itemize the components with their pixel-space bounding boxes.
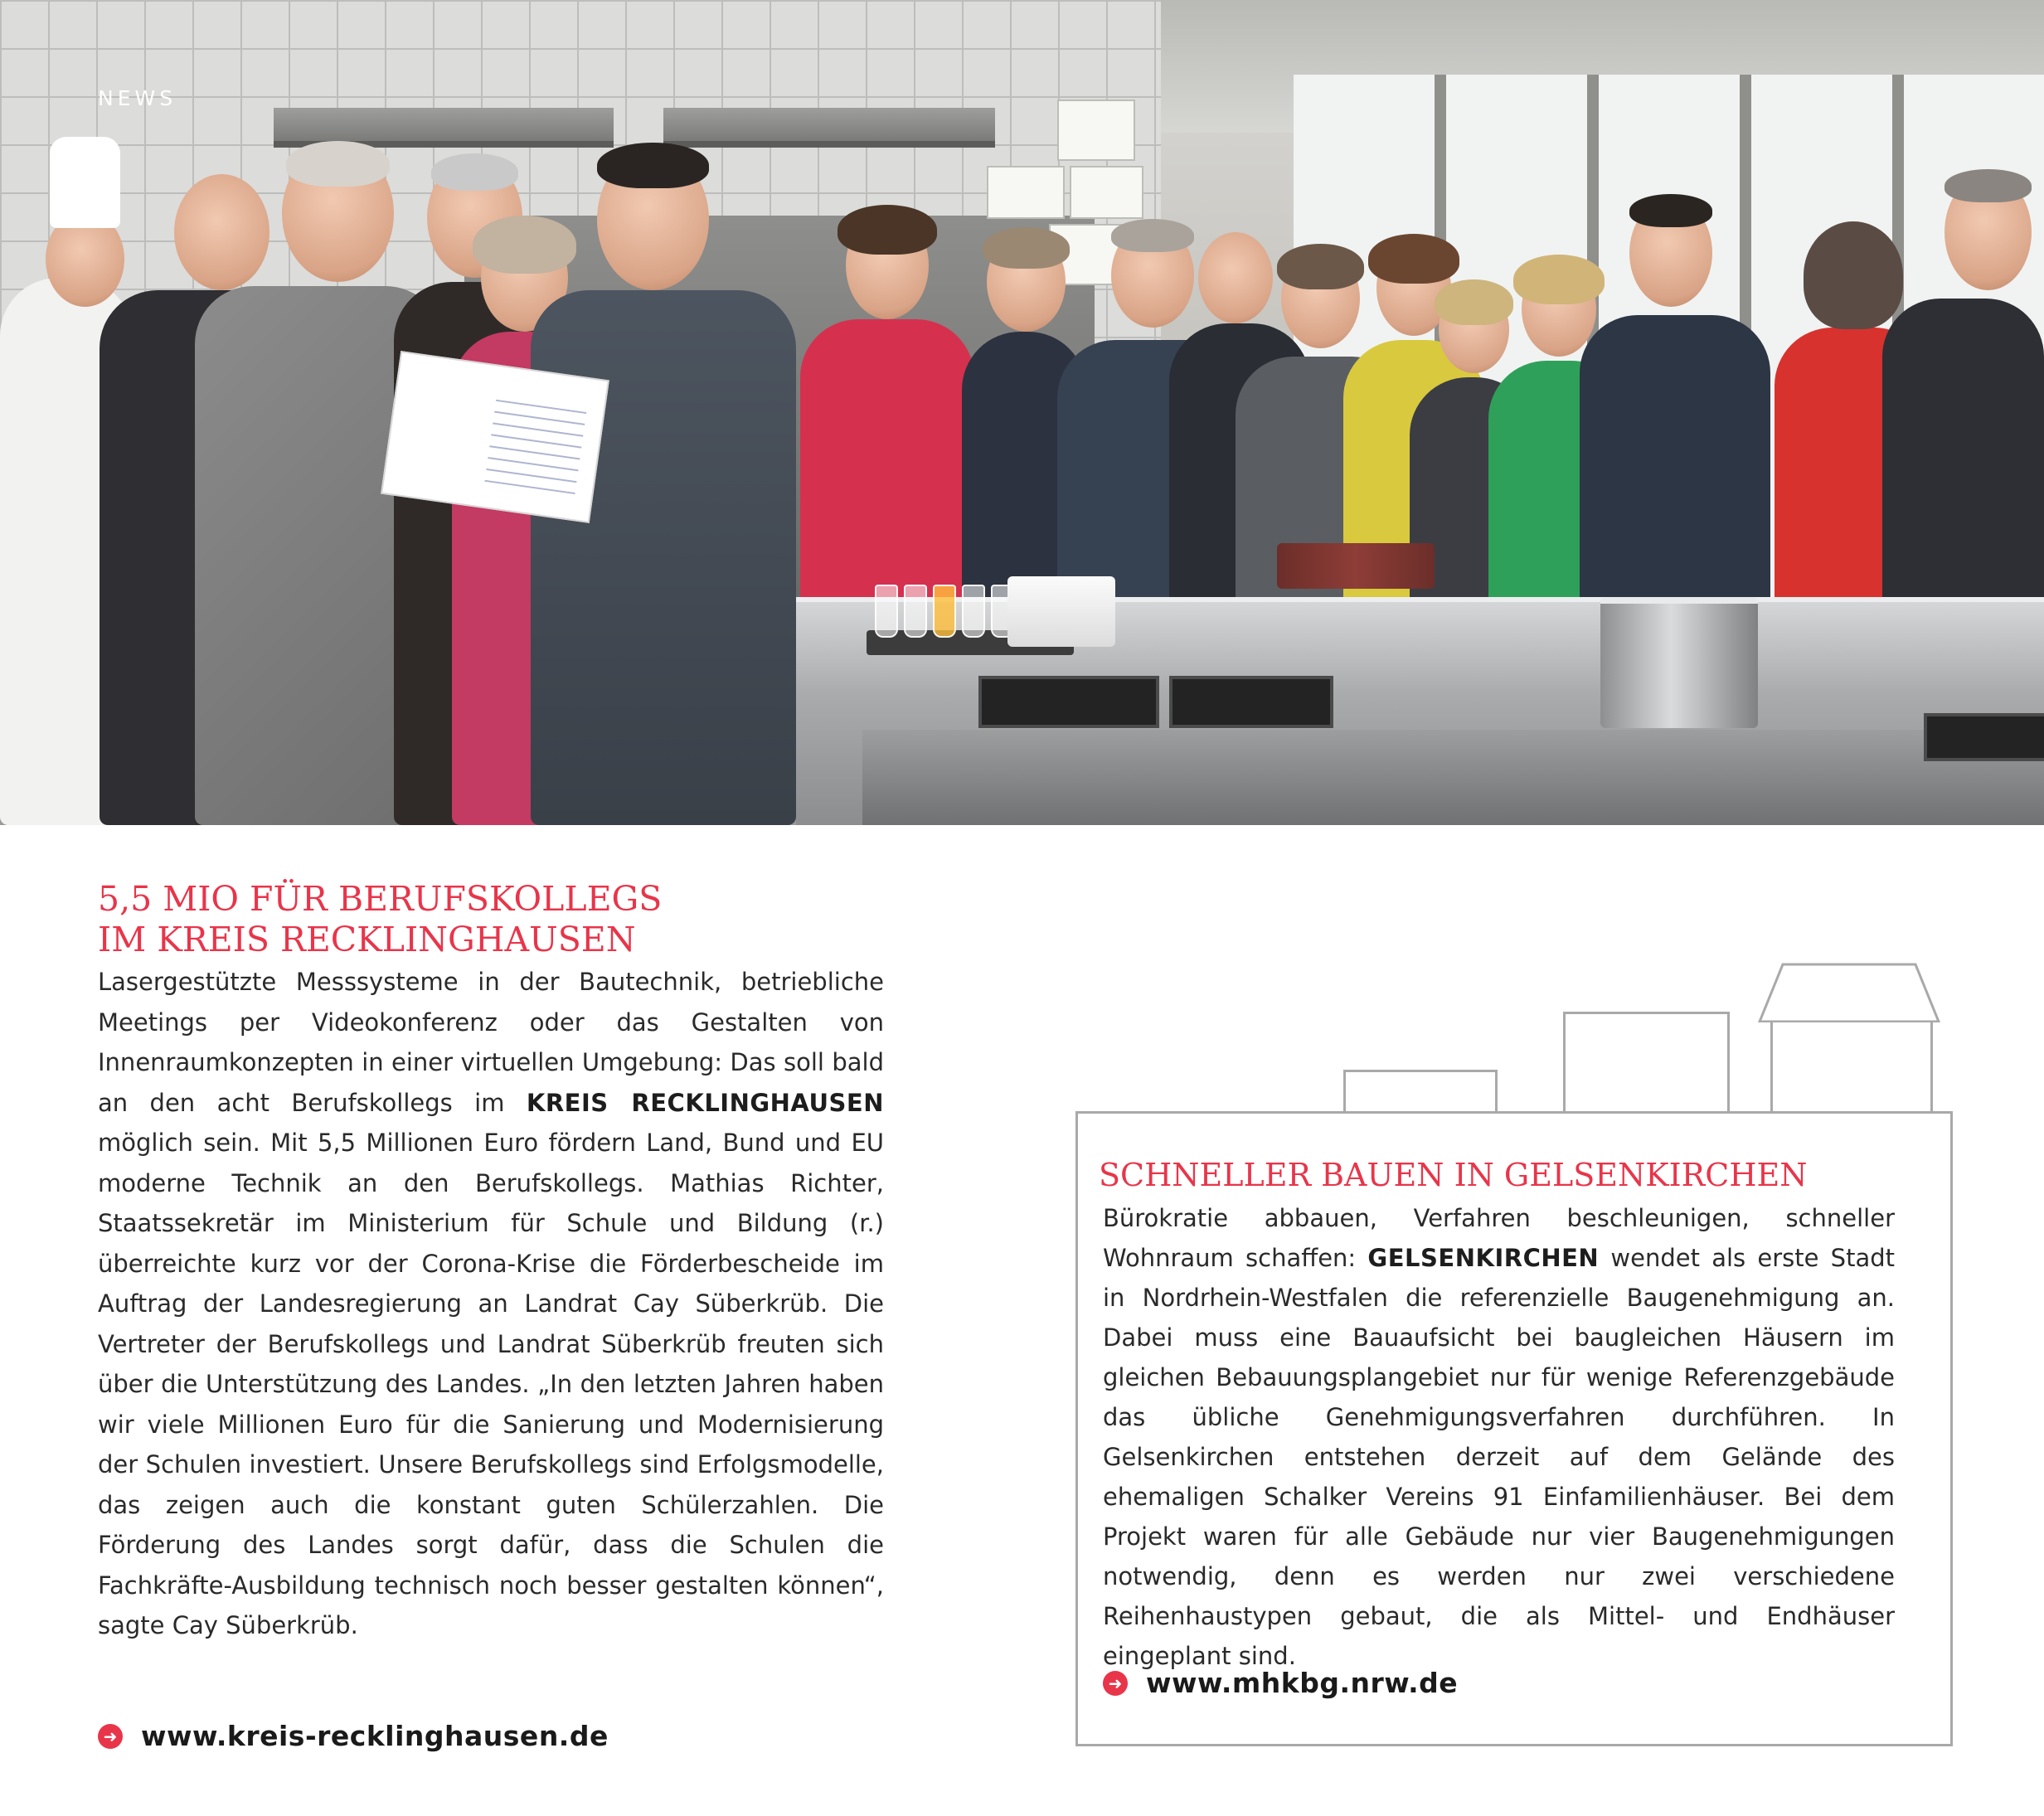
- counter-front: [862, 730, 2044, 825]
- wall-notice: [987, 166, 1065, 219]
- article2-link-url[interactable]: www.mhkbg.nrw.de: [1146, 1667, 1459, 1699]
- hob-plate: [1169, 676, 1333, 728]
- arrow-right-circle-icon: ➜: [1103, 1671, 1128, 1696]
- article1-headline-line1: 5,5 MIO FÜR BERUFSKOLLEGS: [98, 879, 663, 919]
- arrow-right-circle-icon: ➜: [98, 1724, 123, 1749]
- article2-link[interactable]: [1103, 1667, 1458, 1699]
- header-photo: [0, 0, 2044, 825]
- glass: [962, 585, 985, 638]
- article1-link-url[interactable]: www.kreis-recklinghausen.de: [141, 1720, 609, 1752]
- glass: [933, 585, 956, 638]
- article2-body-text: Bürokratie abbauen, Verfahren beschleunigen, schneller Wohnraum schaffen:: [1103, 1204, 1895, 1272]
- wall-notice: [1070, 166, 1143, 219]
- article1-body: [98, 962, 884, 1646]
- article2-body-highlight: GELSENKIRCHEN: [1367, 1244, 1600, 1272]
- glass: [875, 585, 898, 638]
- article1-headline: [98, 879, 844, 960]
- article2-body: [1103, 1198, 1895, 1676]
- dessert-glasses: [1277, 543, 1435, 589]
- wall-notice: [1057, 100, 1135, 161]
- hob-plate: [978, 676, 1159, 728]
- hob-plate: [1924, 713, 2044, 761]
- article2-headline: SCHNELLER BAUEN IN GELSENKIRCHEN: [1099, 1157, 1808, 1193]
- article2-body-text: wendet als erste Stadt in Nordrhein-Westfalen die referenzielle Baugenehmigung an. Dabei muss eine Bauaufsicht bei baugleichen Häusern im gleichen Bebauungsplangebiet nur für wenige Referenzgebäude das übliche Genehmigungsverfahren durchführen. In Gelsenkirchen entstehen derzeit auf dem Gelände des ehemaligen Schalker Vereins 91 Einfamilienhäuser. Bei dem Projekt waren für alle Gebäude nur vier Baugenehmigungen notwendig, denn es werden nur zwei verschiedene Reihenhaustypen gebaut, die als Mittel- und Endhäuser eingeplant sind.: [1103, 1244, 1895, 1670]
- coffee-cups: [1007, 576, 1115, 647]
- roof-icon: [1758, 962, 1940, 1022]
- article1-headline-line2: IM KREIS RECKLINGHAUSEN: [98, 920, 636, 959]
- cooking-pot: [1600, 597, 1758, 728]
- glass: [904, 585, 927, 638]
- extractor-hood: [663, 108, 995, 148]
- article1-body-highlight: KREIS RECKLINGHAUSEN: [526, 1088, 884, 1117]
- article1-body-text: möglich sein. Mit 5,5 Millionen Euro fördern Land, Bund und EU moderne Technik an den Berufskollegs. Mathias Richter, Staatssekretär im Ministerium für Schule und Bildung (r.) überreichte kurz vor der Corona-Krise die Förderbescheide im Auftrag der Landesregierung an Landrat Cay Süberkrüb. Die Vertreter der Berufskollegs und Landrat Süberkrüb freuten sich über die Unterstützung des Landes. „In den letzten Jahren haben wir viele Millionen Euro für die Sanierung und Modernisierung der Schulen investiert. Unsere Berufskollegs sind Erfolgsmodelle, das zeigen auch die konstant guten Schülerzahlen. Die Förderung des Landes sorgt dafür, dass die Schulen die Fachkräfte-Ausbildung technisch noch besser gestalten können“, sagte Cay Süberkrüb.: [98, 1129, 884, 1639]
- certificate-text: [484, 400, 586, 494]
- section-label: NEWS: [98, 86, 177, 110]
- article1-body-text: Lasergestützte Messsysteme in der Bautechnik, betriebliche Meetings per Videokonferenz oder das Gestalten von Innenraumkonzepten in einer virtuellen Umgebung: Das soll bald an den acht Berufskollegs im: [98, 968, 884, 1117]
- article1-link[interactable]: [98, 1720, 609, 1752]
- certificate-document: [381, 351, 609, 523]
